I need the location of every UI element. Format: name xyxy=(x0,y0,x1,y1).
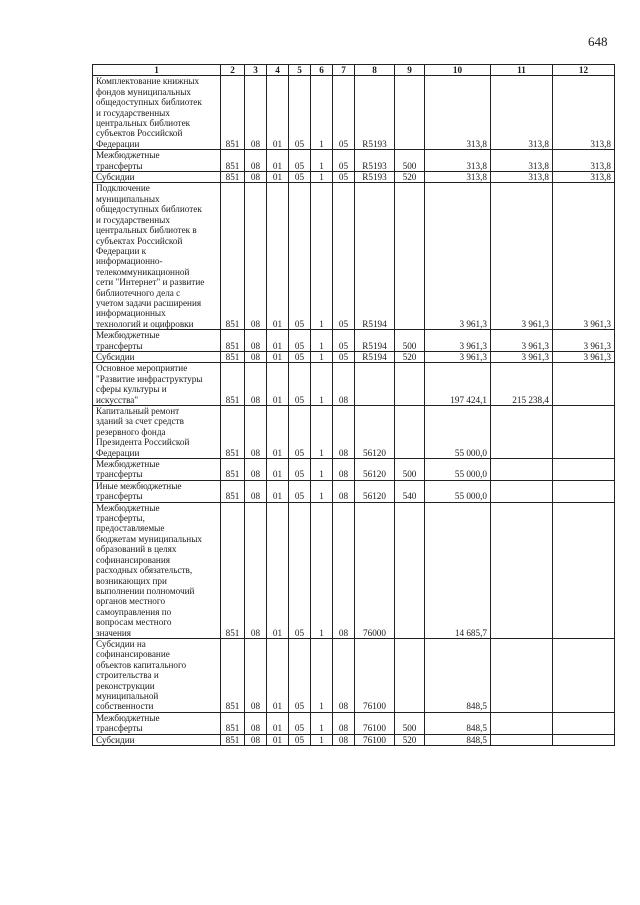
cell-amount-year3: 3 961,3 xyxy=(553,330,615,352)
cell-amount-year2 xyxy=(491,406,553,459)
cell-admin-code: 851 xyxy=(221,150,245,172)
cell-subsection: 01 xyxy=(267,459,289,481)
cell-subsection: 01 xyxy=(267,712,289,734)
cell-event: 05 xyxy=(333,150,355,172)
cell-amount-year3 xyxy=(553,363,615,406)
cell-amount-year1: 313,8 xyxy=(425,150,491,172)
cell-program: 05 xyxy=(289,76,311,150)
cell-direction: 76100 xyxy=(355,638,395,712)
cell-expense-type xyxy=(395,183,425,330)
column-header-2: 2 xyxy=(221,65,245,76)
cell-event: 05 xyxy=(333,76,355,150)
table-body xyxy=(93,76,615,746)
cell-section: 08 xyxy=(245,638,267,712)
cell-amount-year1: 3 961,3 xyxy=(425,351,491,362)
cell-direction: 76000 xyxy=(355,502,395,638)
cell-section: 08 xyxy=(245,459,267,481)
cell-program: 05 xyxy=(289,502,311,638)
cell-amount-year3 xyxy=(553,638,615,712)
cell-amount-year3 xyxy=(553,734,615,745)
cell-program: 05 xyxy=(289,480,311,502)
cell-program: 05 xyxy=(289,183,311,330)
cell-event: 05 xyxy=(333,351,355,362)
cell-program: 05 xyxy=(289,330,311,352)
cell-event: 08 xyxy=(333,480,355,502)
cell-direction: 76100 xyxy=(355,734,395,745)
row-name: Комплектование книжных фондов муниципальных общедоступных библиотек и государственных центральных библиотек субъектов Российской Федерации xyxy=(93,76,221,150)
cell-expense-type: 540 xyxy=(395,480,425,502)
cell-program: 05 xyxy=(289,638,311,712)
cell-subprogram: 1 xyxy=(311,183,333,330)
cell-amount-year3: 3 961,3 xyxy=(553,183,615,330)
cell-amount-year1: 197 424,1 xyxy=(425,363,491,406)
cell-amount-year3: 313,8 xyxy=(553,150,615,172)
column-header-7: 7 xyxy=(333,65,355,76)
cell-amount-year1: 313,8 xyxy=(425,172,491,183)
cell-event: 08 xyxy=(333,459,355,481)
cell-admin-code: 851 xyxy=(221,459,245,481)
cell-expense-type: 520 xyxy=(395,172,425,183)
row-name: Подключение муниципальных общедоступных библиотек и государственных центральных библиотек в субъектах Российской Федерации к информационно- телекоммуникационной сети "Интернет" и развитие библиотечного дела с учетом задачи расширения информационных технологий и оцифровки xyxy=(93,183,221,330)
cell-event: 08 xyxy=(333,734,355,745)
cell-amount-year2: 313,8 xyxy=(491,172,553,183)
cell-program: 05 xyxy=(289,734,311,745)
column-header-1: 1 xyxy=(93,65,221,76)
cell-amount-year3 xyxy=(553,480,615,502)
cell-program: 05 xyxy=(289,712,311,734)
cell-event: 08 xyxy=(333,363,355,406)
table-row xyxy=(93,351,615,362)
cell-section: 08 xyxy=(245,183,267,330)
row-name: Межбюджетные трансферты xyxy=(93,150,221,172)
cell-subsection: 01 xyxy=(267,638,289,712)
cell-subsection: 01 xyxy=(267,330,289,352)
cell-event: 08 xyxy=(333,712,355,734)
cell-expense-type: 500 xyxy=(395,330,425,352)
table-row xyxy=(93,712,615,734)
column-header-3: 3 xyxy=(245,65,267,76)
table-row xyxy=(93,150,615,172)
cell-expense-type: 500 xyxy=(395,712,425,734)
cell-subsection: 01 xyxy=(267,351,289,362)
cell-amount-year2: 3 961,3 xyxy=(491,330,553,352)
row-name: Межбюджетные трансферты xyxy=(93,330,221,352)
table-row xyxy=(93,363,615,406)
cell-event: 05 xyxy=(333,183,355,330)
row-name: Межбюджетные трансферты xyxy=(93,712,221,734)
row-name: Капитальный ремонт зданий за счет средств резервного фонда Президента Российской Федерации xyxy=(93,406,221,459)
cell-expense-type: 520 xyxy=(395,734,425,745)
cell-admin-code: 851 xyxy=(221,734,245,745)
cell-subprogram: 1 xyxy=(311,406,333,459)
cell-event: 08 xyxy=(333,406,355,459)
cell-subsection: 01 xyxy=(267,406,289,459)
cell-admin-code: 851 xyxy=(221,638,245,712)
cell-amount-year3 xyxy=(553,502,615,638)
column-header-4: 4 xyxy=(267,65,289,76)
cell-amount-year1: 3 961,3 xyxy=(425,183,491,330)
cell-section: 08 xyxy=(245,76,267,150)
cell-subprogram: 1 xyxy=(311,734,333,745)
row-name: Субсидии xyxy=(93,351,221,362)
table-row xyxy=(93,183,615,330)
cell-amount-year2: 3 961,3 xyxy=(491,351,553,362)
cell-admin-code: 851 xyxy=(221,330,245,352)
cell-amount-year3: 313,8 xyxy=(553,76,615,150)
column-header-6: 6 xyxy=(311,65,333,76)
cell-amount-year2: 313,8 xyxy=(491,76,553,150)
cell-section: 08 xyxy=(245,502,267,638)
table-row xyxy=(93,330,615,352)
cell-amount-year3 xyxy=(553,406,615,459)
cell-expense-type xyxy=(395,406,425,459)
row-name: Основное мероприятие "Развитие инфраструктуры сферы культуры и искусства" xyxy=(93,363,221,406)
cell-admin-code: 851 xyxy=(221,406,245,459)
cell-amount-year1: 848,5 xyxy=(425,638,491,712)
cell-event: 05 xyxy=(333,330,355,352)
cell-subsection: 01 xyxy=(267,76,289,150)
cell-subsection: 01 xyxy=(267,734,289,745)
cell-amount-year3: 313,8 xyxy=(553,172,615,183)
cell-direction: R5194 xyxy=(355,351,395,362)
cell-admin-code: 851 xyxy=(221,502,245,638)
table-row xyxy=(93,734,615,745)
cell-section: 08 xyxy=(245,330,267,352)
cell-event: 08 xyxy=(333,502,355,638)
cell-subprogram: 1 xyxy=(311,502,333,638)
table-row xyxy=(93,480,615,502)
cell-direction: R5193 xyxy=(355,150,395,172)
cell-amount-year1: 848,5 xyxy=(425,734,491,745)
cell-subprogram: 1 xyxy=(311,712,333,734)
cell-expense-type: 500 xyxy=(395,150,425,172)
cell-program: 05 xyxy=(289,150,311,172)
cell-subprogram: 1 xyxy=(311,150,333,172)
cell-amount-year2: 3 961,3 xyxy=(491,183,553,330)
cell-section: 08 xyxy=(245,734,267,745)
cell-subsection: 01 xyxy=(267,363,289,406)
cell-subprogram: 1 xyxy=(311,480,333,502)
cell-amount-year1: 14 685,7 xyxy=(425,502,491,638)
page-number: 648 xyxy=(588,34,608,49)
column-header-5: 5 xyxy=(289,65,311,76)
cell-program: 05 xyxy=(289,351,311,362)
cell-amount-year1: 55 000,0 xyxy=(425,406,491,459)
cell-amount-year1: 848,5 xyxy=(425,712,491,734)
cell-subprogram: 1 xyxy=(311,363,333,406)
cell-direction: 76100 xyxy=(355,712,395,734)
row-name: Межбюджетные трансферты xyxy=(93,459,221,481)
cell-expense-type: 520 xyxy=(395,351,425,362)
cell-admin-code: 851 xyxy=(221,351,245,362)
cell-direction: R5193 xyxy=(355,76,395,150)
cell-subsection: 01 xyxy=(267,480,289,502)
cell-expense-type xyxy=(395,76,425,150)
cell-program: 05 xyxy=(289,459,311,481)
table-row xyxy=(93,502,615,638)
cell-admin-code: 851 xyxy=(221,480,245,502)
cell-expense-type xyxy=(395,502,425,638)
column-header-12: 12 xyxy=(553,65,615,76)
cell-subprogram: 1 xyxy=(311,76,333,150)
column-header-11: 11 xyxy=(491,65,553,76)
cell-program: 05 xyxy=(289,172,311,183)
cell-amount-year1: 3 961,3 xyxy=(425,330,491,352)
cell-expense-type xyxy=(395,638,425,712)
cell-admin-code: 851 xyxy=(221,712,245,734)
cell-subsection: 01 xyxy=(267,502,289,638)
cell-amount-year3 xyxy=(553,459,615,481)
cell-subsection: 01 xyxy=(267,183,289,330)
cell-amount-year2 xyxy=(491,480,553,502)
cell-amount-year1: 55 000,0 xyxy=(425,480,491,502)
column-header-8: 8 xyxy=(355,65,395,76)
cell-amount-year1: 55 000,0 xyxy=(425,459,491,481)
cell-event: 05 xyxy=(333,172,355,183)
cell-amount-year2: 215 238,4 xyxy=(491,363,553,406)
column-header-10: 10 xyxy=(425,65,491,76)
cell-section: 08 xyxy=(245,712,267,734)
cell-section: 08 xyxy=(245,406,267,459)
cell-direction: 56120 xyxy=(355,459,395,481)
cell-direction: R5194 xyxy=(355,183,395,330)
cell-section: 08 xyxy=(245,480,267,502)
row-name: Субсидии на софинансирование объектов капитального строительства и реконструкции муниципальной собственности xyxy=(93,638,221,712)
cell-program: 05 xyxy=(289,363,311,406)
cell-expense-type: 500 xyxy=(395,459,425,481)
cell-section: 08 xyxy=(245,172,267,183)
cell-admin-code: 851 xyxy=(221,172,245,183)
cell-subprogram: 1 xyxy=(311,172,333,183)
cell-event: 08 xyxy=(333,638,355,712)
table-header-row xyxy=(93,65,615,76)
table-row xyxy=(93,459,615,481)
cell-expense-type xyxy=(395,363,425,406)
cell-subsection: 01 xyxy=(267,150,289,172)
cell-section: 08 xyxy=(245,150,267,172)
cell-amount-year2: 313,8 xyxy=(491,150,553,172)
cell-subprogram: 1 xyxy=(311,638,333,712)
cell-amount-year1: 313,8 xyxy=(425,76,491,150)
cell-amount-year2 xyxy=(491,734,553,745)
cell-amount-year3: 3 961,3 xyxy=(553,351,615,362)
cell-amount-year2 xyxy=(491,502,553,638)
cell-section: 08 xyxy=(245,351,267,362)
cell-amount-year2 xyxy=(491,638,553,712)
cell-subprogram: 1 xyxy=(311,351,333,362)
cell-subprogram: 1 xyxy=(311,330,333,352)
column-header-9: 9 xyxy=(395,65,425,76)
row-name: Межбюджетные трансферты, предоставляемые бюджетам муниципальных образований в целях софинансирования расходных обязательств, возникающих при выполнении полномочий органов местного самоуправления по вопросам местного значения xyxy=(93,502,221,638)
cell-admin-code: 851 xyxy=(221,76,245,150)
table-row xyxy=(93,172,615,183)
cell-program: 05 xyxy=(289,406,311,459)
cell-subprogram: 1 xyxy=(311,459,333,481)
cell-amount-year2 xyxy=(491,712,553,734)
table-row xyxy=(93,638,615,712)
cell-amount-year2 xyxy=(491,459,553,481)
cell-direction: R5193 xyxy=(355,172,395,183)
budget-table xyxy=(92,64,615,746)
cell-section: 08 xyxy=(245,363,267,406)
row-name: Иные межбюджетные трансферты xyxy=(93,480,221,502)
cell-direction: 56120 xyxy=(355,480,395,502)
table-row xyxy=(93,76,615,150)
cell-direction: R5194 xyxy=(355,330,395,352)
cell-subsection: 01 xyxy=(267,172,289,183)
row-name: Субсидии xyxy=(93,172,221,183)
cell-amount-year3 xyxy=(553,712,615,734)
cell-direction xyxy=(355,363,395,406)
cell-admin-code: 851 xyxy=(221,183,245,330)
row-name: Субсидии xyxy=(93,734,221,745)
table-row xyxy=(93,406,615,459)
cell-direction: 56120 xyxy=(355,406,395,459)
cell-admin-code: 851 xyxy=(221,363,245,406)
